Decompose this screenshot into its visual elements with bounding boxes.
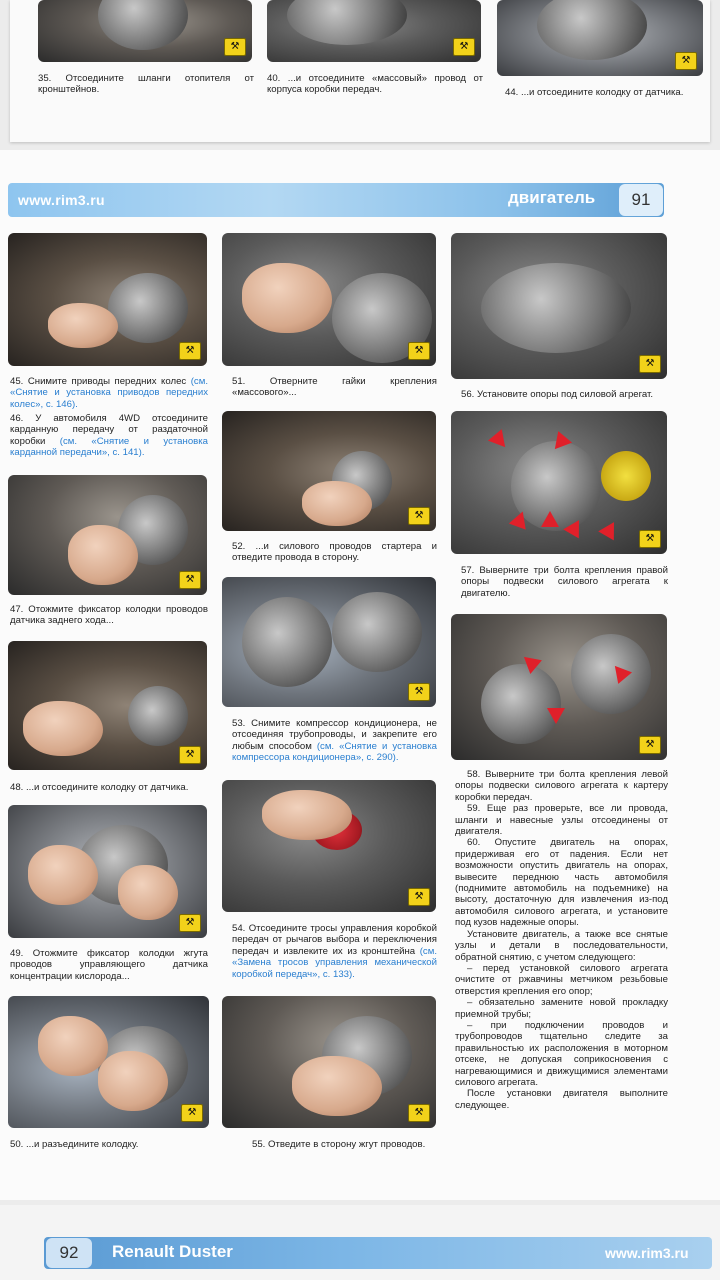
wrench-icon: ⚒ (408, 888, 430, 906)
photo-step-52 (222, 411, 436, 531)
footer-title: Renault Duster (112, 1242, 233, 1261)
right-column-text (455, 769, 668, 1111)
wrench-icon: ⚒ (639, 530, 661, 548)
caption-55: 55. Отведите в сторону жгут проводов. (252, 1139, 426, 1150)
red-arrow-icon (488, 429, 512, 453)
page-number: 91 (619, 184, 663, 216)
caption-35: 35. Отсоедините шланги отопителя от кронштейнов. (38, 73, 254, 96)
install-bullet: – обязательно замените новой прокладку приемной трубы; (455, 997, 668, 1020)
reference-link[interactable]: (см. «Снятие и установка компрессора кондиционера», с. 290). (232, 740, 437, 764)
wrench-icon: ⚒ (639, 355, 661, 373)
caption-54: 54. Отсоедините тросы управления коробкой передач от рычагов выбора и переключения передач и извлеките их из кронштейна (см. «Замена тросов управления механической коробкой передач», с. 133). (232, 923, 437, 980)
after-install-paragraph: После установки двигателя выполните следующее. (455, 1088, 668, 1111)
photo-step-55 (222, 996, 436, 1128)
caption-56: 56. Установите опоры под силовой агрегат. (461, 389, 654, 400)
caption-60: 60. Опустите двигатель на опорах, придерживая его от падения. Если нет возможности опустить двигатель на опорах, вывесите переднюю часть автомобиля (поднимите автомобиль на подъемнике) на высоту, достаточную для извлечения из-под автомобиля силового агрегата, и установите под кузов надежные опоры. (455, 837, 668, 929)
caption-49: 49. Отожмите фиксатор колодки жгута проводов управляющего датчика концентрации кислорода... (10, 948, 208, 982)
photo-step-50 (8, 996, 209, 1128)
caption-58: 58. Выверните три болта крепления левой опоры подвески силового агрегата к картеру коробки передач. (455, 769, 668, 803)
caption-47: 47. Отожмите фиксатор колодки проводов датчика заднего хода... (10, 604, 208, 627)
caption-51: 51. Отверните гайки крепления «массового»... (232, 376, 437, 399)
caption-59: 59. Еще раз проверьте, все ли провода, шланги и навесные узлы отсоединены от двигателя. (455, 803, 668, 838)
wrench-icon: ⚒ (224, 38, 246, 56)
red-arrow-icon (547, 708, 565, 724)
caption-46: 46. У автомобиля 4WD отсоедините карданную передачу от раздаточной коробки (см. «Снятие и установка карданной передачи», с. 141). (10, 413, 208, 459)
photo-step-35 (38, 0, 252, 62)
caption-53: 53. Снимите компрессор кондиционера, не отсоединяя трубопроводы, и закрепите его любым способом (см. «Снятие и установка компрессора кондиционера», с. 290). (232, 718, 437, 764)
photo-step-47 (8, 475, 207, 595)
install-bullet: – перед установкой силового агрегата очистите от ржавчины метчиком резьбовые отверстия крепления его опор; (455, 962, 668, 997)
section-title: двигатель (508, 188, 596, 207)
wrench-icon: ⚒ (179, 746, 201, 764)
wrench-icon: ⚒ (675, 52, 697, 70)
wrench-icon: ⚒ (179, 914, 201, 932)
footer-page-number: 92 (46, 1238, 92, 1268)
photo-step-54 (222, 780, 436, 912)
caption-57: 57. Выверните три болта крепления правой опоры подвески силового агрегата к двигателю. (461, 565, 668, 599)
reference-link[interactable]: (см. «Снятие и установка приводов передних колес», с. 146). (10, 376, 208, 410)
header-url[interactable]: www.rim3.ru (18, 192, 105, 208)
reference-link[interactable]: (см. «Замена тросов управления механической коробкой передач», с. 133). (232, 945, 437, 980)
install-bullet: – при подключении проводов и трубопроводов тщательно следите за правильностью их расположения в моторном отсеке, не допуская соприкосновения с нагревающимися и движущимися элементами силового агрегата. (455, 1019, 668, 1088)
photo-step-53 (222, 577, 436, 707)
footer-url[interactable]: www.rim3.ru (605, 1245, 689, 1261)
caption-40: 40. ...и отсоедините «массовый» провод от корпуса коробки передач. (267, 73, 483, 96)
wrench-icon: ⚒ (179, 342, 201, 360)
photo-step-49 (8, 805, 207, 938)
red-arrow-icon (598, 518, 622, 541)
wrench-icon: ⚒ (179, 571, 201, 589)
photo-step-58 (451, 614, 667, 760)
caption-50: 50. ...и разъедините колодку. (10, 1139, 139, 1150)
photo-step-44 (497, 0, 703, 76)
photo-step-40 (267, 0, 481, 62)
photo-step-56 (451, 233, 667, 379)
photo-step-48 (8, 641, 207, 770)
wrench-icon: ⚒ (453, 38, 475, 56)
wrench-icon: ⚒ (408, 683, 430, 701)
caption-45: 45. Снимите приводы передних колес (см. «Снятие и установка приводов передних колес», с. 146). (10, 376, 208, 410)
install-paragraph: Установите двигатель, а также все снятые узлы и детали в последовательности, обратной снятию, с учетом следующего: (455, 928, 668, 963)
red-arrow-icon (541, 511, 559, 527)
wrench-icon: ⚒ (408, 342, 430, 360)
caption-44: 44. ...и отсоедините колодку от датчика. (505, 87, 684, 98)
caption-48: 48. ...и отсоедините колодку от датчика. (10, 782, 189, 793)
caption-52: 52. ...и силового проводов стартера и отведите провода в сторону. (232, 541, 437, 564)
wrench-icon: ⚒ (181, 1104, 203, 1122)
photo-step-57 (451, 411, 667, 554)
photo-step-51 (222, 233, 436, 366)
wrench-icon: ⚒ (408, 1104, 430, 1122)
photo-step-45 (8, 233, 207, 366)
wrench-icon: ⚒ (408, 507, 430, 525)
reference-link[interactable]: (см. «Снятие и установка карданной передачи», с. 141). (10, 435, 208, 459)
wrench-icon: ⚒ (639, 736, 661, 754)
